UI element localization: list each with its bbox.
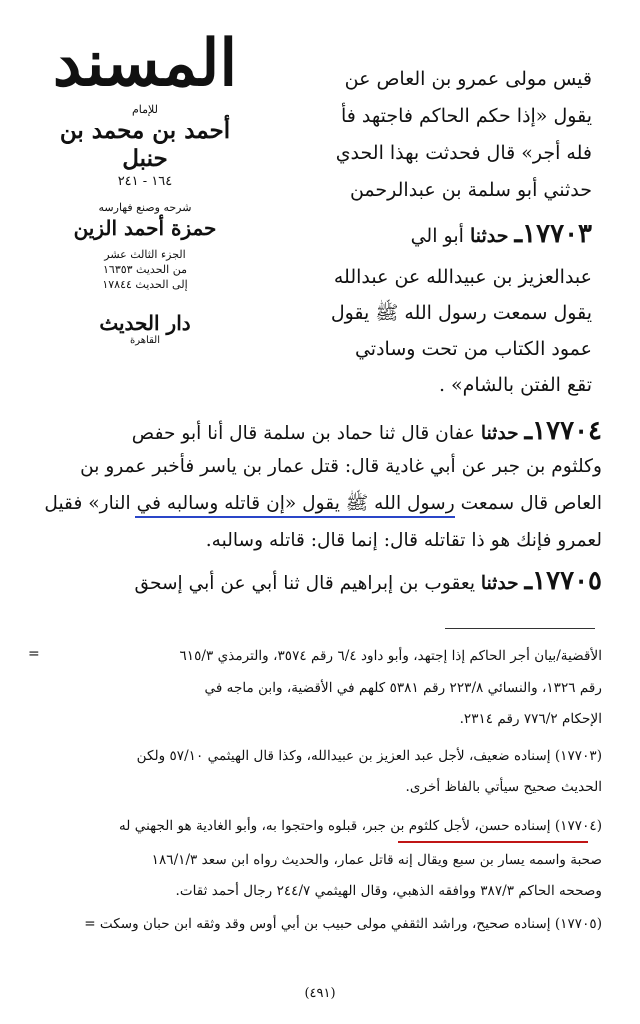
- text-line: فله أجر» قال فحدثت بهذا الحدي: [335, 142, 592, 164]
- hadith-text: عفان قال ثنا حماد بن سلمة قال أنا أبو حفص: [131, 423, 481, 444]
- range-to: إلى الحديث ١٧٨٤٤: [102, 278, 188, 291]
- text-line: قيس مولى عمرو بن العاص عن: [344, 68, 592, 90]
- note-line: رقم ١٣٢٦، والنسائي ٢٢٣/٨ رقم ٥٣٨١ كلهم في الأقضية، وابن ماجه في: [204, 680, 602, 696]
- red-underline: [398, 841, 588, 843]
- text-line: لعمرو فإنك هو ذا تقاتله قال: إنما قال: قاتله وسالبه.: [205, 530, 602, 551]
- book-title: المسند: [52, 26, 238, 101]
- page-number: (٤٩١): [304, 986, 336, 1001]
- text-line: تقع الفتن بالشام» .: [438, 374, 592, 396]
- hadith-opening: حدثنا: [480, 573, 519, 594]
- blue-underline: [135, 516, 455, 518]
- hadith-number: ١٧٧٠٤: [532, 416, 602, 446]
- text-line: وكلثوم بن جبر عن أبي غادية قال: قتل عمار بن ياسر فأخبر عمرو بن: [80, 456, 602, 477]
- imam-label: للإمام: [132, 103, 158, 116]
- hadith-heading-17705: [38, 566, 602, 599]
- title-block: [40, 28, 250, 347]
- text-line: يقول «إذا حكم الحاكم فاجتهد فأ: [340, 105, 592, 127]
- text-line: حدثني أبو سلمة بن عبدالرحمن: [349, 179, 592, 201]
- hadith-dash: ـ: [524, 566, 533, 596]
- footnote-separator: [445, 628, 595, 629]
- author-name: أحمد بن محمد بن حنبل: [59, 117, 231, 172]
- hadith-text: أبو الي: [410, 225, 470, 247]
- note-line: صحبة واسمه يسار بن سبع ويقال إنه قاتل عمار، والحديث رواه ابن سعد ١٨٦/١/٣: [151, 852, 602, 868]
- publisher-city: القاهرة: [130, 335, 160, 346]
- continuation-mark: =: [28, 646, 40, 662]
- text-line: عبدالعزيز بن عبيدالله عن عبدالله: [333, 266, 592, 288]
- hadith-heading-17703: [330, 219, 592, 251]
- publisher-logo: دار الحديث: [99, 311, 191, 335]
- hadith-number: ١٧٧٠٥: [532, 566, 602, 596]
- hadith-opening: حدثنا: [469, 225, 509, 247]
- range-from: من الحديث ١٦٣٥٣: [103, 263, 187, 276]
- note-line: الحديث صحيح سيأتي بالفاظ أخرى.: [405, 779, 602, 795]
- note-line: الإحكام ٧٧٦/٢ رقم ٢٣١٤.: [459, 711, 602, 727]
- editor-role: شرحه وصنع فهارسه: [98, 201, 192, 214]
- volume-label: الجزء الثالث عشر: [104, 248, 186, 261]
- text-line: يقول سمعت رسول الله ﷺ يقول: [330, 302, 592, 324]
- hadith-heading-17704: [38, 416, 602, 449]
- note-line: وصححه الحاكم ٣٨٧/٣ ووافقه الذهبي، وقال الهيثمي ٢٤٤/٧ رجال أحمد ثقات.: [175, 883, 602, 899]
- author-years: ١٦٤ - ٢٤١: [117, 174, 173, 189]
- note-line: الأقضية/بيان أجر الحاكم إذا إجتهد، وأبو داود ٦/٤ رقم ٣٥٧٤، والترمذي ٦١٥/٣: [179, 648, 602, 664]
- hadith-number: ١٧٧٠٣: [522, 219, 592, 249]
- note-line: (١٧٧٠٤) إسناده حسن، لأجل كلثوم بن جبر، قبلوه واحتجوا به، وأبو الغادية هو الجهني له: [119, 818, 602, 834]
- note-line: (١٧٧٠٥) إسناده صحيح، وراشد الثقفي مولى حبيب بن أبي أوس وقد وثقه ابن حبان وسكت =: [84, 916, 602, 932]
- hadith-opening: حدثنا: [480, 423, 519, 444]
- hadith-dash: ـ: [524, 416, 533, 446]
- text-line: عمود الكتاب من تحت وسادتي: [354, 338, 592, 360]
- note-line: (١٧٧٠٣) إسناده ضعيف، لأجل عبد العزيز بن عبيدالله، وكذا قال الهيثمي ٥٧/١٠ ولكن: [136, 748, 602, 764]
- editor-name: حمزة أحمد الزين: [73, 216, 217, 240]
- hadith-dash: ـ: [514, 219, 523, 249]
- text-line: العاص قال سمعت رسول الله ﷺ يقول «إن قاتله وسالبه في النار» فقيل: [44, 493, 602, 514]
- hadith-text: يعقوب بن إبراهيم قال ثنا أبي عن أبي إسحق: [134, 573, 481, 594]
